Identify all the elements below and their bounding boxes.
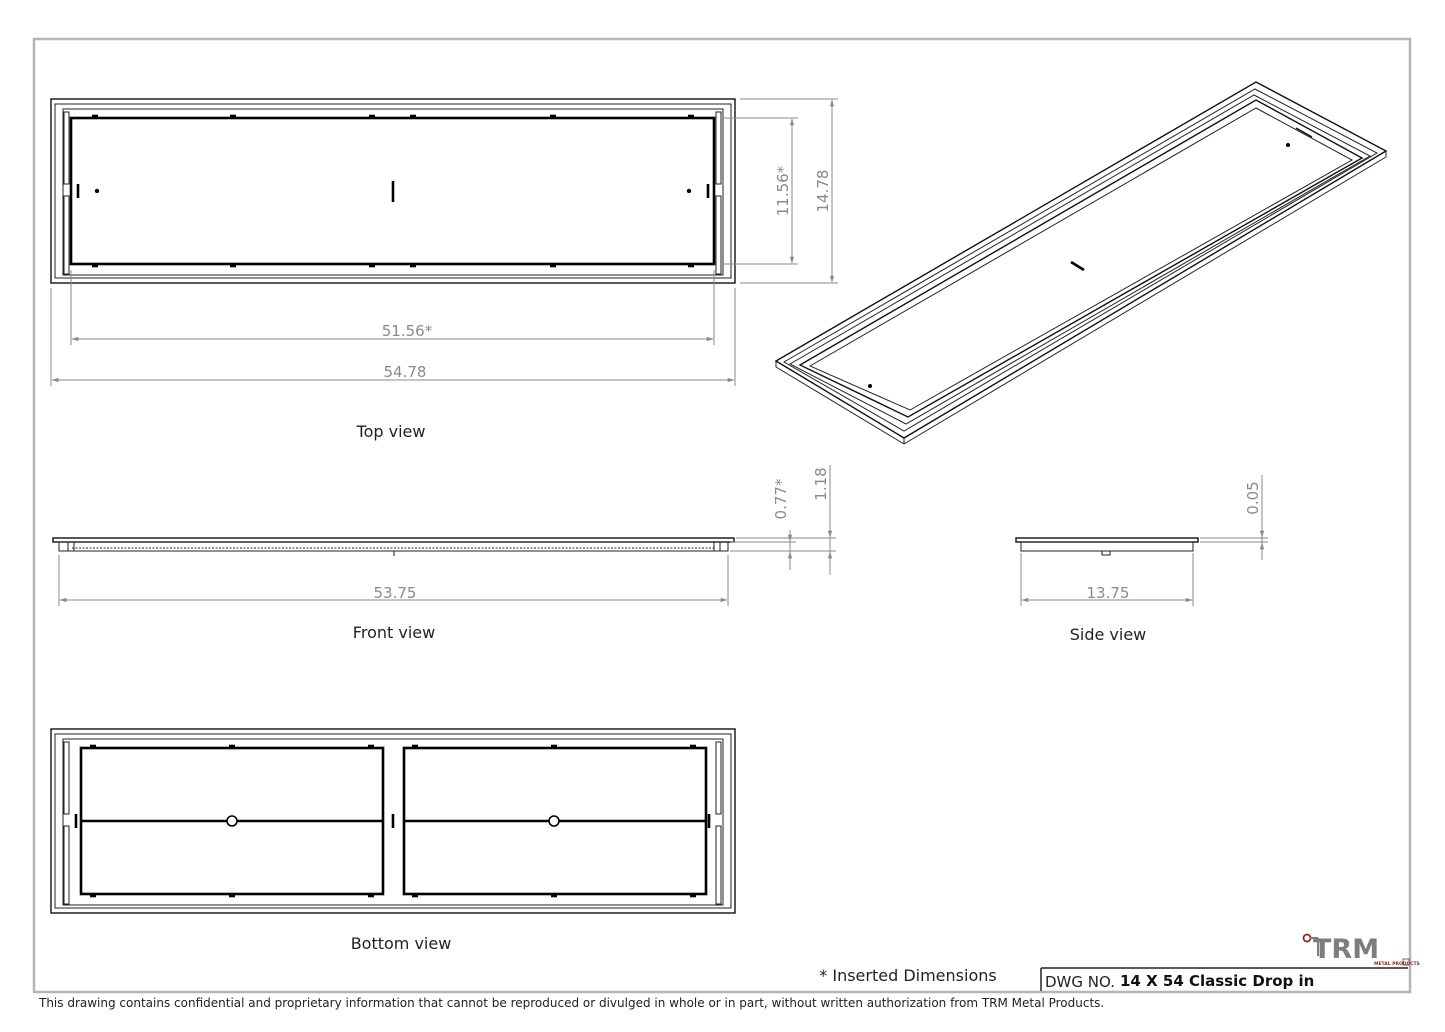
front-view-label: Front view <box>352 623 436 642</box>
bottom-view <box>51 729 735 913</box>
dwg-label: DWG NO. <box>1045 973 1115 991</box>
front-view <box>53 465 836 606</box>
top-view-label: Top view <box>356 422 426 441</box>
side-view-label: Side view <box>1069 625 1147 644</box>
drawing-border <box>34 39 1410 992</box>
side-view <box>1016 475 1268 606</box>
dim-front-outer-height: 1.18 <box>812 467 830 501</box>
dim-side-height: 0.05 <box>1244 481 1262 515</box>
trm-logo <box>1304 934 1420 967</box>
dim-front-inner-height: 0.77* <box>772 478 790 520</box>
isometric-view <box>776 82 1386 444</box>
disclaimer-text: This drawing contains confidential and proprietary information that cannot be reproduced or divulged in whole or in part, without written authorization from TRM Metal Products. <box>39 996 1105 1010</box>
logo-text: TRM <box>1313 934 1380 965</box>
top-view <box>51 99 838 386</box>
dim-front-width: 53.75 <box>373 584 417 602</box>
dim-inner-height: 11.56* <box>774 165 792 217</box>
dwg-number: 14 X 54 Classic Drop in <box>1120 972 1315 990</box>
dim-inner-width: 51.56* <box>381 322 433 340</box>
inserted-dimensions-note: * Inserted Dimensions <box>819 966 997 985</box>
dim-side-width: 13.75 <box>1086 584 1130 602</box>
dim-outer-width: 54.78 <box>383 363 427 381</box>
logo-subtext: METAL PRODUCTS <box>1374 962 1420 967</box>
bottom-view-label: Bottom view <box>350 934 452 953</box>
dim-outer-height: 14.78 <box>814 169 832 213</box>
